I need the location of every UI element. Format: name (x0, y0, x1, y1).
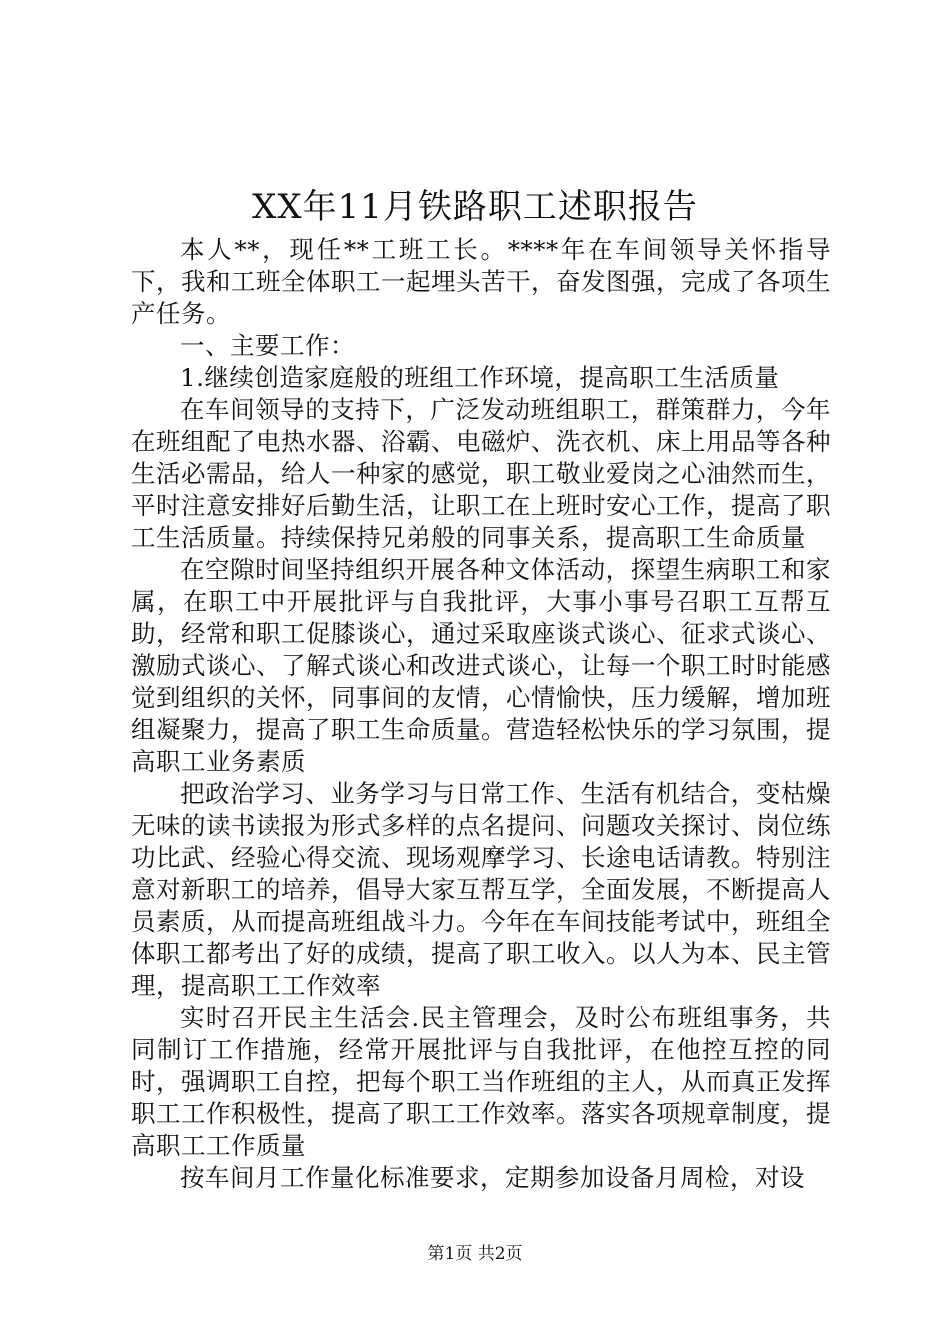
paragraph-life-quality: 在空隙时间坚持组织开展各种文体活动，探望生病职工和家属，在职工中开展批评与自我批评，大事小事号召职工互帮互助，经常和职工促膝谈心，通过采取座谈式谈心、征求式谈心、激励式谈心、了解式谈心和改进式谈心，让每一个职工时时能感觉到组织的关怀，同事间的友情，心情愉快，压力缓解，增加班组凝聚力，提高了职工生命质量。营造轻松快乐的学习氛围，提高职工业务素质 (131, 555, 831, 776)
document-body (131, 234, 831, 1194)
subheading-work-environment: 1.继续创造家庭般的班组工作环境，提高职工生活质量 (180, 363, 780, 392)
paragraph-workload-standard: 按车间月工作量化标准要求，定期参加设备月周检，对设 (180, 1163, 805, 1192)
document-title: XX年11月铁路职工述职报告 (252, 187, 698, 227)
page-number-footer: 第1页 共2页 (427, 1244, 523, 1264)
paragraph-study-quality: 把政治学习、业务学习与日常工作、生活有机结合，变枯燥无味的读书读报为形式多样的点名提问、问题攻关探讨、岗位练功比武、经验心得交流、现场观摩学习、长途电话请教。特别注意对新职工的培养，倡导大家互帮互学，全面发展，不断提高人员素质，从而提高班组战斗力。今年在车间技能考试中，班组全体职工都考出了好的成绩，提高了职工收入。以人为本、民主管理，提高职工工作效率 (131, 779, 831, 1000)
paragraph-intro: 本人**，现任**工班工长。****年在车间领导关怀指导下，我和工班全体职工一起埋头苦干，奋发图强，完成了各项生产任务。 (131, 235, 831, 328)
paragraph-democratic-management: 实时召开民主生活会.民主管理会，及时公布班组事务，共同制订工作措施，经常开展批评与自我批评，在他控互控的同时，强调职工自控，把每个职工当作班组的主人，从而真正发挥职工工作积极性，提高了职工工作效率。落实各项规章制度，提高职工工作质量 (131, 1003, 831, 1160)
section-heading-main-work: 一、主要工作： (180, 331, 355, 360)
paragraph-living-quality: 在车间领导的支持下，广泛发动班组职工，群策群力，今年在班组配了电热水器、浴霸、电磁炉、洗衣机、床上用品等各种生活必需品，给人一种家的感觉，职工敬业爱岗之心油然而生，平时注意安排好后勤生活，让职工在上班时安心工作，提高了职工生活质量。持续保持兄弟般的同事关系，提高职工生命质量 (131, 395, 831, 552)
